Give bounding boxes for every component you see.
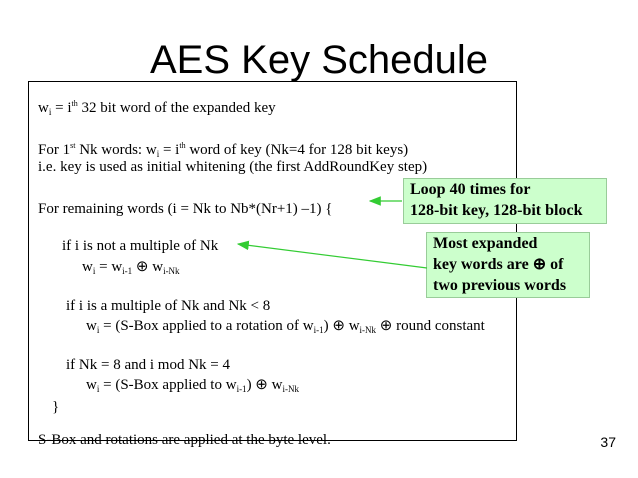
loop-callout-line: 128-bit key, 128-bit block	[410, 202, 583, 219]
slide-title: AES Key Schedule	[150, 38, 488, 82]
first-words-line: For 1st Nk words: $w_i = i^{th}$ word of key (Nk=4 for 128 bit keys)	[38, 141, 409, 159]
case1-expression: $w_i = w_{i-1}$ ⊕ $w_{i-Nk}$	[82, 259, 180, 276]
case2-condition: if i is a multiple of Nk and Nk < 8	[66, 298, 271, 314]
case3-expression: $w_i = (S-Box$ applied to $w_{i-1}$) ⊕ $w_{i-Nk}$	[86, 377, 299, 394]
expanded-arrow	[238, 244, 427, 268]
definition-line: $w_i = i^{th}$ 32 bit word of the expanded key	[38, 99, 276, 117]
page-number: 37	[600, 434, 616, 450]
expanded-callout-line: key words are ⊕ of	[433, 256, 564, 273]
footer-note: S-Box and rotations are applied at the byte level.	[38, 432, 331, 448]
expanded-callout-line: Most expanded	[433, 235, 538, 252]
expanded-callout-line: two previous words	[433, 277, 567, 294]
case2-expression: $w_i = (S-Box$ applied to a rotation of $w_{i-1}$) ⊕ $w_{i-Nk}$ ⊕ round constant	[86, 318, 485, 335]
closing-brace: }	[52, 399, 60, 415]
whitening-line: i.e. key is used as initial whitening (the first AddRoundKey step)	[38, 159, 428, 175]
case3-condition: if Nk = 8 and i mod Nk = 4	[66, 357, 230, 373]
case1-condition: if i is not a multiple of Nk	[62, 238, 219, 254]
remaining-words-line: For remaining words (i = Nk to Nb*(Nr+1) –1) {	[38, 201, 333, 217]
loop-callout-line: Loop 40 times for	[410, 181, 531, 198]
